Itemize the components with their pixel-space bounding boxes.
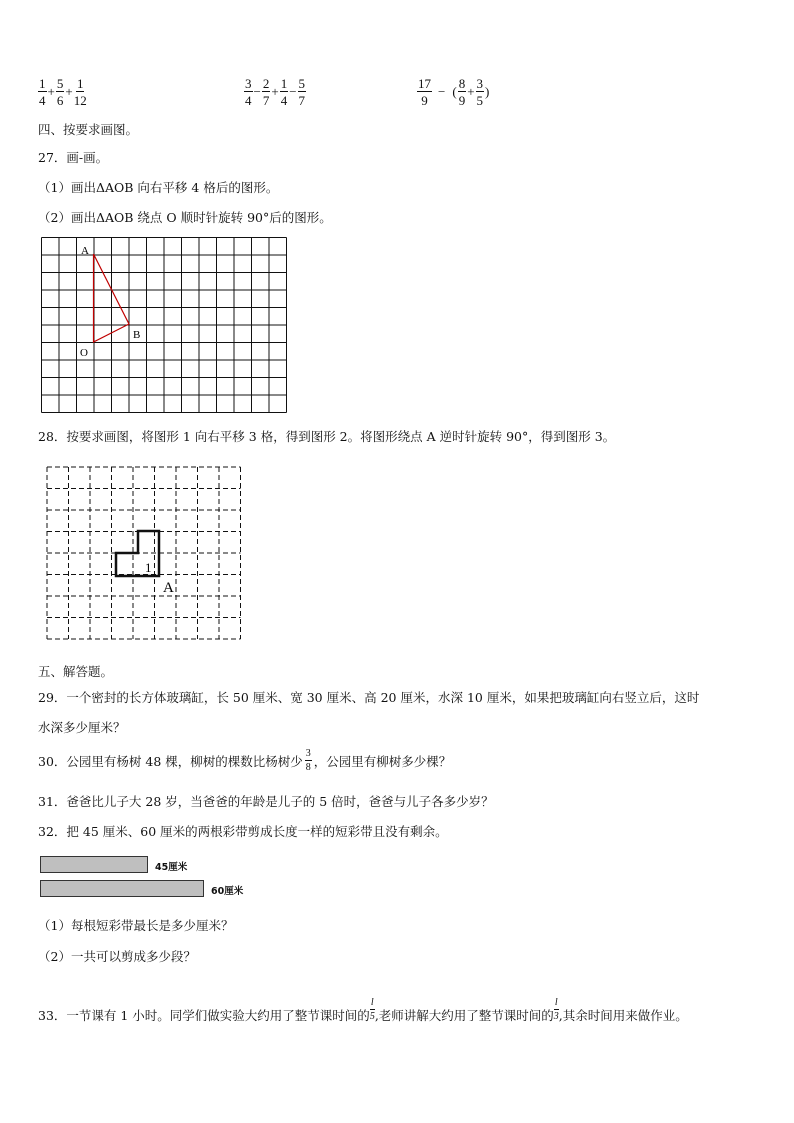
q27-sub2: （2）画出ΔAOB 绕点 O 顺时针旋转 90°后的图形。	[38, 210, 332, 225]
operator: +	[271, 84, 279, 99]
point-label-b: B	[133, 329, 141, 341]
q28-grid	[44, 464, 250, 644]
q31: 31．爸爸比儿子大 28 岁，当爸爸的年龄是儿子的 5 倍时，爸爸与儿子各多少岁？	[38, 794, 494, 809]
q33	[38, 997, 688, 1024]
q27-grid	[40, 236, 288, 414]
fraction: $\frac{l}{3}$	[553, 997, 559, 1022]
q32: 32．把 45 厘米、60 厘米的两根彩带剪成长度一样的短彩带且没有剩余。	[38, 824, 448, 839]
q33-text-pre: 33．一节课有 1 小时。同学们做实验大约用了整节课时间的	[38, 1008, 370, 1023]
fraction: $\frac{5}{7}$	[298, 76, 306, 108]
ribbon-45-label: 45厘米	[155, 862, 188, 873]
fraction: $\frac{1}{4}$	[39, 76, 46, 108]
q30	[38, 749, 451, 773]
fraction: $\frac{3}{8}$	[305, 748, 311, 773]
point-label-a: A	[163, 580, 174, 596]
fraction: $\frac{17}{9}$	[418, 76, 431, 108]
section-5-title: 五、解答题。	[38, 664, 114, 679]
point-label-o: O	[80, 347, 88, 359]
fraction: $\frac{1}{12}$	[73, 76, 87, 108]
q28-title: 28．按要求画图，将图形 1 向右平移 3 格，得到图形 2。将图形绕点 A 逆时针旋转 90°，得到图形 3。	[38, 429, 616, 444]
fraction: $\frac{2}{7}$	[262, 76, 270, 108]
operator: −	[253, 84, 261, 99]
figure-1-label: 1	[145, 560, 152, 575]
q29-line2: 水深多少厘米？	[38, 720, 126, 735]
expression-3	[417, 77, 490, 107]
q27-title: 27．画-画。	[38, 150, 109, 165]
q33-text-mid: ,老师讲解大约用了整节课时间的	[374, 1008, 554, 1023]
q30-text-pre: 30．公园里有杨树 48 棵，柳树的棵数比杨树少	[38, 754, 303, 769]
operator: −	[438, 84, 446, 99]
q30-text-post: ，公园里有柳树多少棵？	[313, 754, 452, 769]
section-4-title: 四、按要求画图。	[38, 122, 139, 137]
expression-1	[38, 77, 87, 107]
operator: +	[65, 84, 73, 99]
q27-sub1: （1）画出ΔAOB 向右平移 4 格后的图形。	[38, 180, 279, 195]
fraction: $\frac{5}{6}$	[56, 76, 64, 108]
operator: −	[289, 84, 297, 99]
fraction: $\frac{3}{4}$	[245, 76, 252, 108]
ribbon-60-label: 60厘米	[211, 886, 244, 897]
q32-sub1: （1）每根短彩带最长是多少厘米？	[38, 918, 234, 933]
q32-sub2: （2）一共可以剪成多少段？	[38, 949, 196, 964]
q33-text-post: ,其余时间用来做作业。	[558, 1008, 688, 1023]
q29-line1: 29．一个密封的长方体玻璃缸，长 50 厘米、宽 30 厘米、高 20 厘米，水深 10 厘米，如果把玻璃缸向右竖立后，这时	[38, 690, 700, 705]
operator: +	[467, 84, 475, 99]
fraction: $\frac{3}{5}$	[476, 76, 484, 108]
paren-right: )	[485, 84, 490, 99]
fraction: $\frac{1}{4}$	[280, 76, 288, 108]
paren-left: (	[452, 84, 457, 99]
ribbon-60	[40, 880, 204, 897]
point-label-a: A	[81, 245, 89, 257]
fraction: $\frac{8}{9}$	[458, 76, 466, 108]
fraction: $\frac{l}{5}$	[369, 997, 375, 1022]
ribbon-45	[40, 856, 148, 873]
operator: +	[47, 84, 55, 99]
expression-2	[244, 77, 306, 107]
